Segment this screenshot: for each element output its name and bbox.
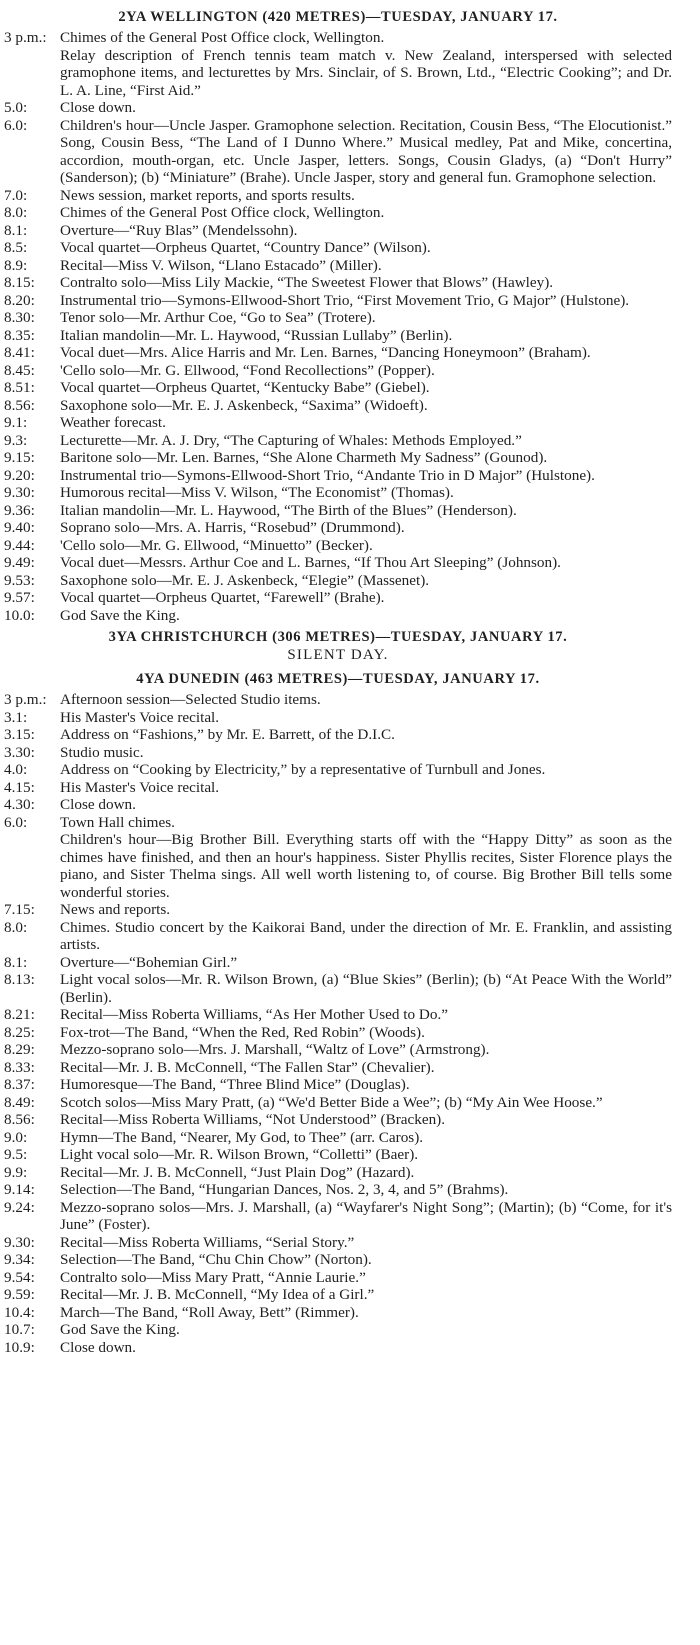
programme-entry bbox=[4, 502, 672, 520]
entry-time: 9.9: bbox=[4, 1163, 28, 1181]
entry-time: 6.0: bbox=[4, 813, 28, 831]
entry-time: 8.51: bbox=[4, 379, 35, 396]
programme-entry bbox=[4, 1304, 672, 1322]
entry-text: Close down. bbox=[60, 796, 136, 813]
entry-text: Soprano solo—Mrs. A. Harris, “Rosebud” (Drummond). bbox=[60, 519, 405, 536]
entry-time: 3.15: bbox=[4, 726, 35, 743]
entry-time: 3 p.m.: bbox=[4, 691, 47, 708]
entry-time: 9.1: bbox=[4, 414, 28, 431]
entry-text: Italian mandolin—Mr. L. Haywood, “Russian Lullaby” (Berlin). bbox=[60, 326, 453, 344]
programme-entry bbox=[4, 1059, 672, 1077]
entry-text: Afternoon session—Selected Studio items. bbox=[60, 691, 321, 708]
entry-text: Weather forecast. bbox=[60, 414, 166, 431]
entry-time: 8.20: bbox=[4, 291, 35, 309]
entry-text: Mezzo-soprano solos—Mrs. J. Marshall, (a) “Wayfarer's Night Song”; (Martin); (b) “Come, for it's June” (Foster). bbox=[60, 1198, 672, 1233]
programme-entry bbox=[4, 901, 672, 919]
programme-entry bbox=[4, 292, 672, 310]
entry-text: Chimes of the General Post Office clock, Wellington. bbox=[60, 204, 385, 221]
programme-entry bbox=[4, 1164, 672, 1182]
entry-text: Mezzo-soprano solo—Mrs. J. Marshall, “Waltz of Love” (Armstrong). bbox=[60, 1041, 490, 1058]
entry-time: 8.21: bbox=[4, 1006, 35, 1023]
programme-entry bbox=[4, 554, 672, 572]
entry-text: Close down. bbox=[60, 1338, 136, 1356]
entry-time: 9.40: bbox=[4, 519, 35, 536]
entry-text: Recital—Miss V. Wilson, “Llano Estacado” (Miller). bbox=[60, 256, 382, 274]
programme-entry bbox=[4, 1076, 672, 1094]
entry-time: 10.4: bbox=[4, 1303, 35, 1321]
entry-time: 7.0: bbox=[4, 186, 28, 204]
programme-entry bbox=[4, 449, 672, 467]
entry-text: Chimes. Studio concert by the Kaikorai Band, under the direction of Mr. E. Franklin, and assisting artists. bbox=[60, 918, 672, 953]
programme-entry bbox=[4, 831, 672, 901]
entry-text: Vocal duet—Messrs. Arthur Coe and L. Barnes, “If Thou Art Sleeping” (Johnson). bbox=[60, 554, 561, 571]
programme-entry bbox=[4, 1129, 672, 1147]
entry-text: Hymn—The Band, “Nearer, My God, to Thee” (arr. Caros). bbox=[60, 1128, 424, 1146]
programme-entry bbox=[4, 467, 672, 485]
entry-text: Recital—Mr. J. B. McConnell, “The Fallen Star” (Chevalier). bbox=[60, 1058, 435, 1076]
programme-entry bbox=[4, 1286, 672, 1304]
entry-time: 9.20: bbox=[4, 466, 35, 484]
entry-time: 8.45: bbox=[4, 361, 35, 379]
entry-time: 8.0: bbox=[4, 204, 28, 221]
entry-text: Contralto solo—Miss Lily Mackie, “The Sweetest Flower that Blows” (Hawley). bbox=[60, 274, 554, 291]
entry-time: 3 p.m.: bbox=[4, 29, 47, 46]
entry-text: Vocal quartet—Orpheus Quartet, “Country Dance” (Wilson). bbox=[60, 239, 431, 256]
entry-time: 10.0: bbox=[4, 606, 35, 624]
entry-text: Recital—Miss Roberta Williams, “Not Understood” (Bracken). bbox=[60, 1111, 446, 1128]
entry-time: 8.15: bbox=[4, 274, 35, 291]
entry-text: Tenor solo—Mr. Arthur Coe, “Go to Sea” (Trotere). bbox=[60, 309, 376, 326]
entry-time: 4.30: bbox=[4, 796, 35, 813]
entry-text: Overture—“Ruy Blas” (Mendelssohn). bbox=[60, 221, 298, 239]
programme-entry bbox=[4, 919, 672, 954]
entry-time: 8.33: bbox=[4, 1058, 35, 1076]
entry-time: 10.9: bbox=[4, 1338, 35, 1356]
entry-time: 9.36: bbox=[4, 501, 35, 519]
section-wellington bbox=[4, 8, 672, 624]
entry-time: 8.0: bbox=[4, 918, 28, 936]
entry-text: Recital—Mr. J. B. McConnell, “Just Plain Dog” (Hazard). bbox=[60, 1163, 415, 1181]
entry-text: News and reports. bbox=[60, 901, 171, 918]
entry-text: Light vocal solo—Mr. R. Wilson Brown, “Colletti” (Baer). bbox=[60, 1146, 419, 1163]
entry-time: 8.1: bbox=[4, 221, 28, 239]
programme-entry bbox=[4, 1094, 672, 1112]
entry-time: 9.57: bbox=[4, 589, 35, 606]
programme-entry bbox=[4, 327, 672, 345]
entry-text: God Save the King. bbox=[60, 606, 180, 624]
entry-time: 9.0: bbox=[4, 1128, 28, 1146]
entry-time: 8.56: bbox=[4, 1111, 35, 1128]
entry-text: His Master's Voice recital. bbox=[60, 708, 220, 726]
entry-time bbox=[4, 831, 60, 901]
entry-time: 8.41: bbox=[4, 344, 35, 361]
entry-time bbox=[4, 47, 60, 100]
section-heading: 3YA CHRISTCHURCH (306 METRES)—TUESDAY, JANUARY 17. bbox=[108, 629, 568, 645]
section-heading: 2YA WELLINGTON (420 METRES)—TUESDAY, JANUARY 17. bbox=[118, 9, 558, 25]
programme-entry bbox=[4, 1041, 672, 1059]
entry-text: Italian mandolin—Mr. L. Haywood, “The Birth of the Blues” (Henderson). bbox=[60, 501, 517, 519]
entry-text: Selection—The Band, “Chu Chin Chow” (Norton). bbox=[60, 1251, 372, 1268]
entry-text: Address on “Fashions,” by Mr. E. Barrett, of the D.I.C. bbox=[60, 726, 395, 743]
entry-text: Humorous recital—Miss V. Wilson, “The Economist” (Thomas). bbox=[60, 484, 454, 501]
programme-entry bbox=[4, 691, 672, 709]
programme-entry bbox=[4, 726, 672, 744]
entry-time: 8.49: bbox=[4, 1093, 35, 1111]
programme-entry bbox=[4, 1199, 672, 1234]
entry-text: God Save the King. bbox=[60, 1321, 180, 1338]
programme-entry bbox=[4, 1024, 672, 1042]
entry-time: 8.1: bbox=[4, 953, 28, 971]
programme-entry bbox=[4, 239, 672, 257]
entry-time: 8.30: bbox=[4, 309, 35, 326]
programme-entry bbox=[4, 309, 672, 327]
entry-time: 9.30: bbox=[4, 484, 35, 501]
entry-time: 9.30: bbox=[4, 1233, 35, 1251]
entry-time: 9.24: bbox=[4, 1198, 35, 1216]
entry-text: Chimes of the General Post Office clock, Wellington. bbox=[60, 29, 385, 46]
entry-text: Fox-trot—The Band, “When the Red, Red Robin” (Woods). bbox=[60, 1023, 425, 1041]
entry-time: 9.44: bbox=[4, 536, 35, 554]
entry-time: 8.25: bbox=[4, 1023, 35, 1041]
entry-time: 9.34: bbox=[4, 1251, 35, 1268]
entry-text: 'Cello solo—Mr. G. Ellwood, “Fond Recollections” (Popper). bbox=[60, 361, 435, 379]
programme-entry bbox=[4, 362, 672, 380]
entry-text: Lecturette—Mr. A. J. Dry, “The Capturing of Whales: Methods Employed.” bbox=[60, 431, 522, 449]
programme-entry bbox=[4, 519, 672, 537]
programme-entry bbox=[4, 1339, 672, 1357]
entry-time: 9.15: bbox=[4, 449, 35, 466]
programme-entry bbox=[4, 344, 672, 362]
entry-text: Saxophone solo—Mr. E. J. Askenbeck, “Elegie” (Massenet). bbox=[60, 571, 430, 589]
entry-time: 9.54: bbox=[4, 1268, 35, 1286]
entry-time: 10.7: bbox=[4, 1321, 35, 1338]
entry-time: 9.53: bbox=[4, 571, 35, 589]
entry-time: 9.5: bbox=[4, 1146, 28, 1163]
entry-time: 3.30: bbox=[4, 743, 35, 761]
entry-text: News session, market reports, and sports results. bbox=[60, 186, 355, 204]
entry-time: 8.9: bbox=[4, 256, 28, 274]
entry-time: 8.56: bbox=[4, 396, 35, 414]
programme-entry bbox=[4, 779, 672, 797]
entry-time: 8.35: bbox=[4, 326, 35, 344]
programme-entry bbox=[4, 204, 672, 222]
programme-entry bbox=[4, 47, 672, 100]
programme-entry bbox=[4, 1234, 672, 1252]
programme-entry bbox=[4, 607, 672, 625]
entry-text: Vocal quartet—Orpheus Quartet, “Farewell” (Brahe). bbox=[60, 589, 385, 606]
programme-entry bbox=[4, 537, 672, 555]
entry-text: Saxophone solo—Mr. E. J. Askenbeck, “Saxima” (Widoeft). bbox=[60, 396, 428, 414]
entry-text: Recital—Miss Roberta Williams, “Serial Story.” bbox=[60, 1233, 355, 1251]
programme-entry bbox=[4, 954, 672, 972]
programme-entry bbox=[4, 709, 672, 727]
programme-entry bbox=[4, 1146, 672, 1164]
programme-list bbox=[4, 691, 672, 1356]
entry-time: 3.1: bbox=[4, 708, 28, 726]
programme-entry bbox=[4, 432, 672, 450]
entry-text: Town Hall chimes. bbox=[60, 813, 175, 831]
silent-day-note: SILENT DAY. bbox=[287, 647, 389, 663]
programme-entry bbox=[4, 796, 672, 814]
programme-entry bbox=[4, 379, 672, 397]
section-dunedin bbox=[4, 670, 672, 1356]
programme-entry bbox=[4, 257, 672, 275]
entry-time: 9.49: bbox=[4, 554, 35, 571]
entry-text: 'Cello solo—Mr. G. Ellwood, “Minuetto” (Becker). bbox=[60, 536, 373, 554]
entry-text: Vocal quartet—Orpheus Quartet, “Kentucky Babe” (Giebel). bbox=[60, 379, 430, 396]
entry-time: 8.5: bbox=[4, 239, 28, 256]
entry-time: 4.0: bbox=[4, 761, 28, 778]
entry-text: Light vocal solos—Mr. R. Wilson Brown, (a) “Blue Skies” (Berlin); (b) “At Peace With the World” (Berlin). bbox=[60, 971, 672, 1006]
entry-text: March—The Band, “Roll Away, Bett” (Rimmer). bbox=[60, 1303, 359, 1321]
programme-list bbox=[4, 29, 672, 624]
entry-text: Children's hour—Uncle Jasper. Gramophone selection. Recitation, Cousin Bess, “The Elocutionist.” Song, Cousin Bess, “The Land of I Dunno Where.” Musical medley, Pat and Mike, concertina, accordion, mouth-organ, etc. Uncle Jasper, letters. Songs, Cousin Gladys, (a) “Don't Hurry” (Sanderson); (b) “Miniature” (Brahe). Uncle Jasper, story and general fun. Gramophone selection. bbox=[60, 116, 672, 186]
entry-text: Selection—The Band, “Hungarian Dances, Nos. 2, 3, 4, and 5” (Brahms). bbox=[60, 1181, 509, 1198]
programme-entry bbox=[4, 814, 672, 832]
programme-entry bbox=[4, 484, 672, 502]
entry-time: 8.37: bbox=[4, 1076, 35, 1093]
entry-time: 9.59: bbox=[4, 1286, 35, 1303]
programme-entry bbox=[4, 1321, 672, 1339]
entry-text: Instrumental trio—Symons-Ellwood-Short Trio, “Andante Trio in D Major” (Hulstone). bbox=[60, 466, 595, 484]
entry-time: 9.3: bbox=[4, 431, 28, 449]
entry-text: Vocal duet—Mrs. Alice Harris and Mr. Len. Barnes, “Dancing Honeymoon” (Braham). bbox=[60, 344, 591, 361]
programme-entry bbox=[4, 589, 672, 607]
entry-text: Studio music. bbox=[60, 743, 144, 761]
entry-text: Humoresque—The Band, “Three Blind Mice” (Douglas). bbox=[60, 1076, 410, 1093]
programme-entry bbox=[4, 99, 672, 117]
programme-entry bbox=[4, 1006, 672, 1024]
entry-text: Instrumental trio—Symons-Ellwood-Short Trio, “First Movement Trio, G Major” (Hulstone). bbox=[60, 291, 630, 309]
entry-text: Overture—“Bohemian Girl.” bbox=[60, 953, 238, 971]
programme-entry bbox=[4, 29, 672, 47]
programme-entry bbox=[4, 1269, 672, 1287]
programme-entry bbox=[4, 971, 672, 1006]
programme-entry bbox=[4, 572, 672, 590]
entry-text: Contralto solo—Miss Mary Pratt, “Annie Laurie.” bbox=[60, 1268, 366, 1286]
entry-time: 5.0: bbox=[4, 99, 28, 116]
programme-entry bbox=[4, 222, 672, 240]
entry-text: Recital—Miss Roberta Williams, “As Her Mother Used to Do.” bbox=[60, 1006, 449, 1023]
entry-time: 9.14: bbox=[4, 1181, 35, 1198]
entry-text: Recital—Mr. J. B. McConnell, “My Idea of a Girl.” bbox=[60, 1286, 375, 1303]
programme-entry bbox=[4, 744, 672, 762]
entry-text: Children's hour—Big Brother Bill. Everything starts off with the “Happy Ditty” as soon as the chimes have finished, and then an hour's happiness. Sister Phyllis recites, Sister Florence plays the piano, and Sister Thelma sings. All well worth listening to, of course. Big Brother Bill tells some wonderful stories. bbox=[60, 831, 672, 901]
entry-text: Baritone solo—Mr. Len. Barnes, “She Alone Charmeth My Sadness” (Gounod). bbox=[60, 449, 548, 466]
entry-time: 7.15: bbox=[4, 901, 35, 918]
programme-entry bbox=[4, 1181, 672, 1199]
entry-time: 8.13: bbox=[4, 971, 35, 988]
programme-entry bbox=[4, 274, 672, 292]
entry-time: 8.29: bbox=[4, 1041, 35, 1058]
entry-time: 6.0: bbox=[4, 116, 28, 134]
section-christchurch bbox=[4, 628, 672, 664]
entry-text: Address on “Cooking by Electricity,” by a representative of Turnbull and Jones. bbox=[60, 761, 546, 778]
section-heading: 4YA DUNEDIN (463 METRES)—TUESDAY, JANUARY 17. bbox=[136, 671, 540, 687]
programme-entry bbox=[4, 117, 672, 187]
programme-entry bbox=[4, 187, 672, 205]
entry-text: Relay description of French tennis team match v. New Zealand, interspersed with selected gramophone items, and lecturettes by Mrs. Sinclair, of S. Brown, Ltd., “Electric Cooking”; and Dr. L. A. Line, “First Aid.” bbox=[60, 46, 672, 99]
programme-entry bbox=[4, 761, 672, 779]
programme-entry bbox=[4, 1251, 672, 1269]
entry-text: Scotch solos—Miss Mary Pratt, (a) “We'd Better Bide a Wee”; (b) “My Ain Wee Hoose.” bbox=[60, 1093, 603, 1111]
entry-text: His Master's Voice recital. bbox=[60, 778, 220, 796]
entry-time: 4.15: bbox=[4, 778, 35, 796]
programme-entry bbox=[4, 1111, 672, 1129]
programme-entry bbox=[4, 414, 672, 432]
entry-text: Close down. bbox=[60, 99, 136, 116]
programme-entry bbox=[4, 397, 672, 415]
